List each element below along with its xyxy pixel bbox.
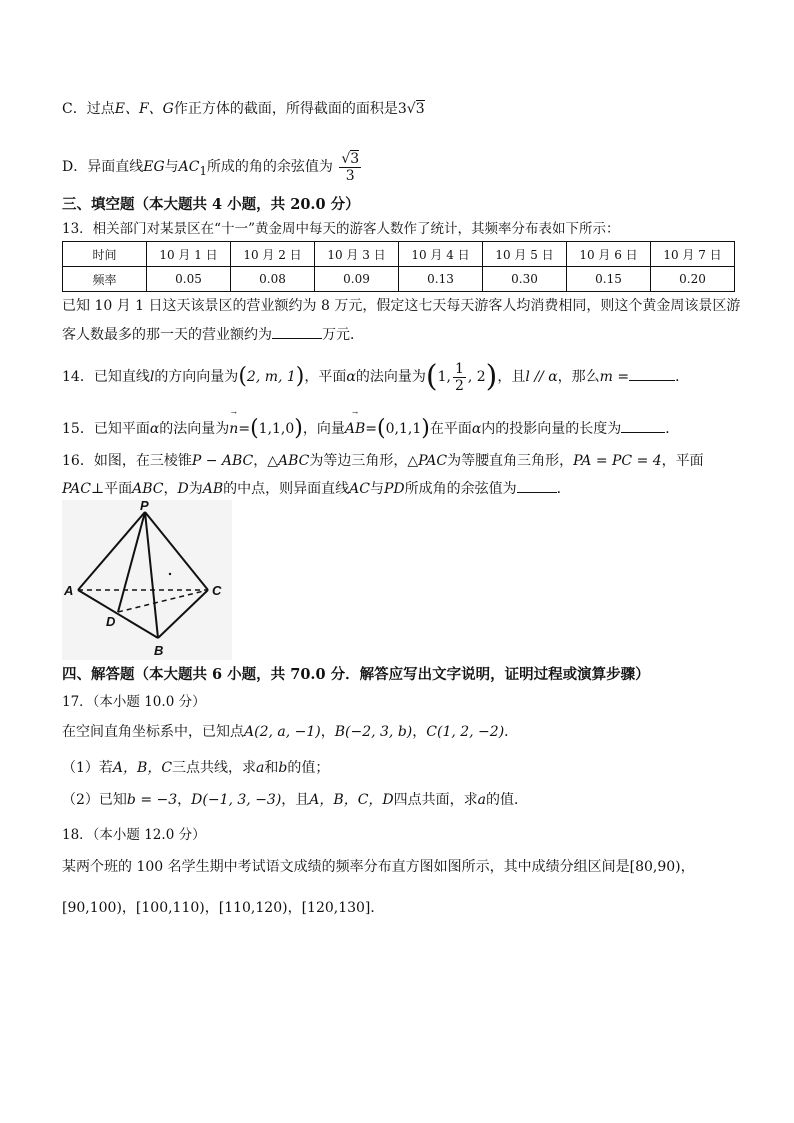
q18-interval: [110,120): [218, 900, 288, 916]
section-4-title: 四、解答题（本大题共 6 小题，共 70.0 分．解答应写出文字说明，证明过程或演算步骤）: [62, 666, 650, 683]
table-row: [63, 267, 735, 292]
q16-eq: PA = PC = 4: [573, 453, 662, 469]
paren-right: ): [295, 364, 305, 389]
option-c: [62, 99, 425, 119]
q17-p1-var-b: b: [278, 760, 288, 776]
q16-perp: ⊥平面: [90, 481, 133, 497]
paren-left: (: [238, 364, 247, 389]
frac-num: 3: [350, 150, 360, 167]
q15-alpha: α: [149, 421, 160, 437]
q16-c: 为等边三角形，: [309, 453, 408, 469]
table-cell: 10 月 4 日: [399, 242, 483, 267]
q14-f: ，那么: [557, 369, 600, 385]
q17-end: ．: [504, 724, 519, 740]
q15-a: 15．已知平面: [62, 421, 150, 437]
option-c-label: C．: [62, 101, 87, 117]
q16-yu: 与: [369, 481, 384, 497]
q17-part1: [62, 758, 329, 778]
table-cell: 0.15: [567, 267, 651, 292]
q14-e: ，且: [497, 369, 526, 385]
label-p: P: [140, 500, 149, 513]
q14: [62, 360, 689, 394]
table-cell: 10 月 7 日: [651, 242, 735, 267]
table-cell: 0.30: [483, 267, 567, 292]
q16-d: 为等腰直角三角形，: [447, 453, 574, 469]
table-cell: 10 月 1 日: [147, 242, 231, 267]
option-d: [62, 147, 363, 191]
option-c-root: 3: [415, 101, 425, 117]
q17-p2-e: 的值．: [486, 792, 528, 808]
q14-m-eq: m =: [599, 369, 630, 385]
q18-interval: [90,100): [62, 900, 122, 916]
q17-p2-d: 四点共面，求: [393, 792, 478, 808]
q16-pd: PD: [383, 481, 405, 497]
q17-point-b: B(−2, 3, b): [334, 724, 413, 740]
table-cell: 10 月 2 日: [231, 242, 315, 267]
vector-arrow-icon: →: [352, 409, 359, 417]
q15: [62, 409, 680, 441]
table-cell: 0.13: [399, 267, 483, 292]
q17-point-d: D(−1, 3, −3): [191, 792, 282, 808]
q18-interval: [100,110): [135, 900, 205, 916]
q18-sep: ，: [204, 900, 219, 916]
q17-point-a: A(2, a, −1): [244, 724, 321, 740]
q15-alpha-2: α: [471, 421, 482, 437]
table-cell: 0.05: [147, 267, 231, 292]
tetrahedron-figure: [62, 500, 232, 664]
q15-d: 在平面: [429, 421, 472, 437]
q16-b: ，: [253, 453, 268, 469]
q17-p2-a: （2）已知: [62, 792, 127, 808]
q18-interval: [120,130]: [301, 900, 371, 916]
tetrahedron-svg: [62, 500, 232, 660]
section-3-title: 三、填空题（本大题共 4 小题，共 20.0 分）: [62, 196, 360, 213]
frac-num: 1: [454, 360, 464, 377]
q17-p1-a: （1）若: [62, 760, 113, 776]
q17-p1-var-a: a: [256, 760, 265, 776]
q16-line1: [62, 451, 704, 471]
table-cell: 0.20: [651, 267, 735, 292]
table-cell: 0.08: [231, 267, 315, 292]
q18-line2: [62, 898, 384, 918]
q17-stem-a: 在空间直角坐标系中，已知点: [62, 724, 244, 740]
q14-alpha: α: [346, 369, 356, 385]
q14-v2-b: , 2: [467, 369, 486, 385]
paren-left: (: [377, 416, 386, 441]
table-row: [63, 242, 735, 267]
option-d-pre: 异面直线: [87, 159, 144, 175]
table-head-frequency: 频率: [63, 267, 147, 292]
q14-d: 的法向量为: [355, 369, 426, 385]
q16-a: 16．如图，在三棱锥: [62, 453, 192, 469]
paren-left: (: [250, 416, 259, 441]
q17-p1-points: A，B，C: [112, 760, 173, 776]
table-head-time: 时间: [63, 242, 147, 267]
q14-c: ，平面: [304, 369, 347, 385]
table-cell: 10 月 3 日: [315, 242, 399, 267]
option-c-coef: 3: [397, 101, 407, 117]
q15-n-eq: =: [238, 421, 251, 437]
q15-n-val: 1,1,0: [258, 421, 295, 437]
option-d-label: D．: [62, 159, 88, 175]
q17-sep: ，: [177, 792, 192, 808]
answer-blank[interactable]: [621, 416, 665, 433]
q14-l: l: [149, 369, 155, 385]
answer-blank[interactable]: [272, 322, 322, 339]
label-a: A: [64, 583, 74, 598]
q17-part2: [62, 790, 528, 810]
q17-p1-b: 三点共线，求: [172, 760, 257, 776]
q18-interval: [80,90): [629, 859, 681, 875]
table-cell: 0.09: [315, 267, 399, 292]
q16-abc: ABC: [132, 481, 164, 497]
option-d-fraction: [339, 151, 361, 184]
q15-ab-letters: AB: [344, 421, 366, 437]
q13-line2-pre: 客人数最多的那一天的营业额约为: [62, 327, 272, 343]
q16-sep: ，: [163, 481, 178, 497]
option-d-and: 与: [164, 159, 179, 175]
q18-head: 18．（本小题 12.0 分）: [62, 827, 206, 843]
q14-end: ．: [675, 369, 690, 385]
q14-fraction: [453, 361, 466, 394]
table-cell: 10 月 5 日: [483, 242, 567, 267]
q14-vector-1: 2, m, 1: [246, 369, 296, 385]
option-d-line-eg: EG: [143, 159, 165, 175]
q17-p2-b-eq: b = −3: [126, 792, 178, 808]
vector-arrow-icon: →: [230, 409, 237, 417]
q15-ab-eq: =: [365, 421, 378, 437]
q15-n-letter: n: [229, 421, 239, 437]
label-b: B: [154, 643, 164, 658]
answer-blank[interactable]: [629, 364, 675, 381]
q18-line1-text: 某两个班的 100 名学生期中考试语文成绩的频率分布直方图如图所示，其中成绩分组区间是: [62, 859, 630, 875]
q15-end: ．: [665, 421, 680, 437]
q16-pac: PAC: [62, 481, 91, 497]
q14-cond: l // α: [525, 369, 558, 385]
q15-e: 内的投影向量的长度为: [481, 421, 622, 437]
q17-p1-d: 的值；: [287, 760, 330, 776]
q13-line1: 已知 10 月 1 日这天该景区的营业额约为 8 万元，假定这七天每天游客人均消费相同，则这个黄金周该景区游: [62, 298, 741, 314]
q16-line2: [62, 476, 571, 499]
label-c: C: [212, 583, 222, 598]
frac-den: 2: [454, 377, 464, 394]
q15-c: ，向量: [302, 421, 345, 437]
q15-ab: [344, 409, 366, 441]
q18-sep: ，: [121, 900, 136, 916]
option-c-mid: 作正方体的截面，所得截面的面积是: [173, 101, 398, 117]
q16-h: 的中点，则异面直线: [223, 481, 350, 497]
q16-d-point: D: [177, 481, 189, 497]
q16-end: ．: [556, 481, 571, 497]
q13-line2-post: 万元．: [322, 327, 364, 343]
q16-ab: AB: [202, 481, 224, 497]
q16-e: ，平面: [661, 453, 704, 469]
q17-point-c: C(1, 2, −2): [426, 724, 505, 740]
sqrt-symbol: √: [406, 101, 416, 117]
q14-a: 14．已知直线: [62, 369, 150, 385]
q17-p1-c: 和: [264, 760, 279, 776]
q18-end: ．: [370, 900, 385, 916]
q17-sep: ，: [320, 724, 335, 740]
sqrt-symbol: √: [341, 150, 351, 167]
q14-v2-a: 1,: [437, 369, 451, 385]
q18-sep: ，: [680, 859, 695, 875]
q16-ac: AC: [349, 481, 370, 497]
q17-sep: ，: [412, 724, 427, 740]
q16-tri2: △PAC: [407, 453, 448, 469]
option-c-text: 过点: [86, 101, 115, 117]
q15-b: 的法向量为: [159, 421, 230, 437]
paren-right: ): [421, 416, 430, 441]
figure-dot: [169, 573, 171, 575]
frequency-table: [62, 241, 735, 292]
q16-tri1: △ABC: [267, 453, 310, 469]
option-c-points: E、F、G: [114, 101, 174, 117]
option-d-sub: 1: [199, 163, 207, 178]
label-d: D: [106, 614, 116, 629]
option-d-line-ac: AC: [178, 159, 200, 175]
q15-ab-val: 0,1,1: [385, 421, 422, 437]
paren-right: ): [485, 359, 498, 394]
frac-den: 3: [345, 167, 355, 184]
q16-pyramid: P − ABC: [191, 453, 254, 469]
paren-left: (: [425, 359, 438, 394]
q18-sep: ，: [287, 900, 302, 916]
q17-head: 17．（本小题 10.0 分）: [62, 694, 206, 710]
q15-n: [229, 409, 239, 441]
q16-l: 所成角的余弦值为: [404, 481, 517, 497]
q14-b: 的方向向量为: [154, 369, 239, 385]
q13-line2: [62, 322, 364, 345]
q13-stem: 13．相关部门对某景区在“十一”黄金周中每天的游客人数作了统计，其频率分布表如下所示：: [62, 221, 620, 237]
q17-p2-points: A，B，C，D: [309, 792, 394, 808]
q16-wei: 为: [188, 481, 203, 497]
q17-stem: [62, 722, 518, 742]
q18-line1: [62, 857, 695, 877]
table-cell: 10 月 6 日: [567, 242, 651, 267]
option-d-post: 所成的角的余弦值为: [206, 159, 333, 175]
q17-p2-c: ，且: [281, 792, 310, 808]
q17-p2-var-a: a: [477, 792, 486, 808]
paren-right: ): [294, 416, 303, 441]
answer-blank[interactable]: [517, 476, 557, 493]
